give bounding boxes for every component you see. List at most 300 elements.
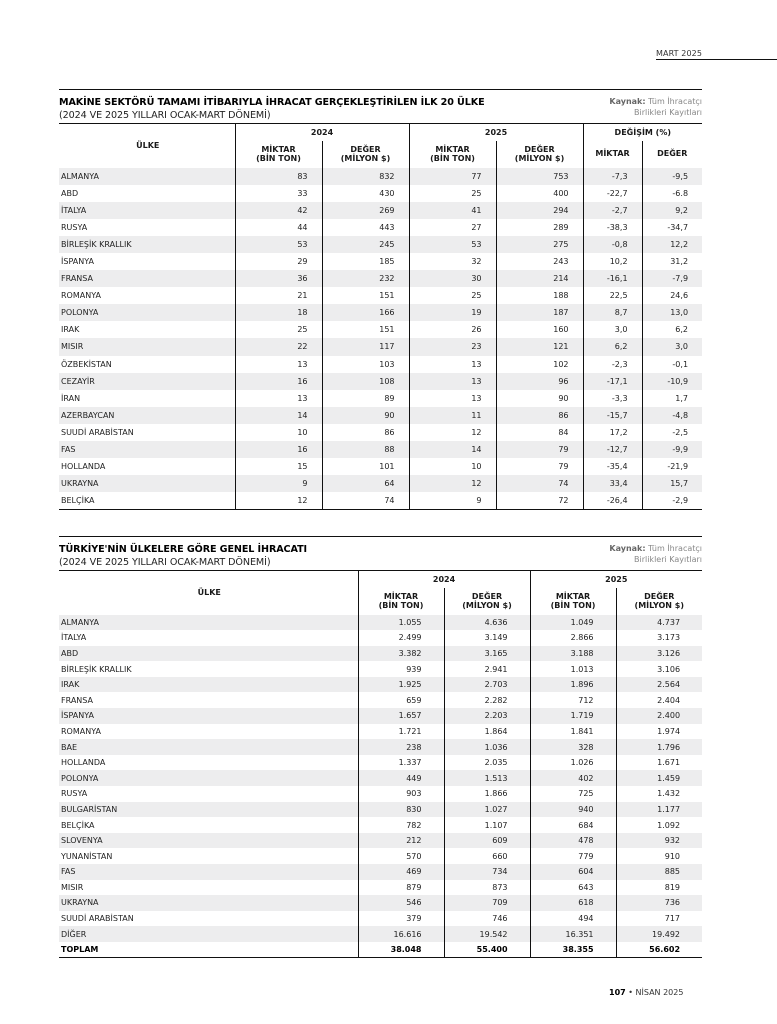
value-cell: 1.864 [444, 724, 530, 740]
value-cell: 660 [444, 848, 530, 864]
value-cell: -22,7 [583, 185, 642, 202]
value-cell: -6.8 [642, 185, 702, 202]
table-row [59, 338, 702, 355]
running-head [656, 49, 777, 60]
total-value: 55.400 [444, 942, 530, 958]
value-cell: 243 [496, 253, 583, 270]
value-cell: 102 [496, 356, 583, 373]
table-row [59, 321, 702, 338]
value-cell: 830 [358, 802, 444, 818]
value-cell: 83 [235, 168, 322, 185]
value-cell: 604 [530, 864, 616, 880]
value-cell: 725 [530, 786, 616, 802]
value-cell: 1.841 [530, 724, 616, 740]
value-cell: -12,7 [583, 441, 642, 458]
country-cell: ALMANYA [59, 168, 235, 185]
value-cell: 10,2 [583, 253, 642, 270]
value-cell: 17,2 [583, 424, 642, 441]
section-title: TÜRKİYE'NİN ÜLKELERE GÖRE GENEL İHRACATI [59, 544, 307, 555]
value-cell: 1.719 [530, 708, 616, 724]
value-cell: 16.351 [530, 926, 616, 942]
value-cell: 19.492 [616, 926, 702, 942]
value-cell: 3.149 [444, 630, 530, 646]
country-cell: İSPANYA [59, 708, 358, 724]
country-cell: IRAK [61, 325, 80, 335]
country-cell: UKRAYNA [59, 895, 358, 911]
value-cell: 24,6 [642, 287, 702, 304]
running-head-date: MART 2025 [656, 49, 703, 58]
value-cell: 79 [496, 441, 583, 458]
general-exports-body [59, 615, 702, 958]
table-row [59, 724, 702, 740]
table-row [59, 356, 702, 373]
value-cell: 86 [496, 407, 583, 424]
table-row [59, 833, 702, 849]
table-row [59, 202, 702, 219]
table-row [59, 770, 702, 786]
value-cell: 4.636 [444, 615, 530, 631]
value-cell: 879 [358, 880, 444, 896]
value-cell: 4.737 [616, 615, 702, 631]
value-cell: -26,4 [583, 492, 642, 509]
country-cell: İTALYA [61, 633, 87, 643]
table-row [59, 441, 702, 458]
value-cell: 44 [235, 219, 322, 236]
country-cell: İTALYA [59, 202, 235, 219]
country-cell: FRANSA [59, 270, 235, 287]
table-row [59, 848, 702, 864]
country-cell: MISIR [61, 882, 84, 892]
value-cell: 1.866 [444, 786, 530, 802]
value-cell: 570 [358, 848, 444, 864]
value-cell: 101 [322, 458, 409, 475]
table-row [59, 817, 702, 833]
header-2025-quantity: MİKTAR (BİN TON) [409, 141, 496, 168]
header-2024-value: DEĞER (MİLYON $) [322, 141, 409, 168]
value-cell: 238 [358, 739, 444, 755]
value-cell: 90 [322, 407, 409, 424]
value-cell: 903 [358, 786, 444, 802]
value-cell: -9,9 [642, 441, 702, 458]
value-cell: 10 [409, 458, 496, 475]
table-row [59, 475, 702, 492]
value-cell: 1.796 [616, 739, 702, 755]
value-cell: 74 [496, 475, 583, 492]
table-row [59, 168, 702, 185]
table-row [59, 739, 702, 755]
country-cell: DİĞER [59, 926, 358, 942]
table-row [59, 661, 702, 677]
value-cell: 41 [409, 202, 496, 219]
value-cell: 9 [409, 492, 496, 509]
value-cell: 121 [496, 338, 583, 355]
header-2025-value: DEĞER (MİLYON $) [496, 141, 583, 168]
value-cell: 117 [322, 338, 409, 355]
header-year-2025: 2025 [530, 571, 702, 588]
country-cell: ALMANYA [59, 615, 358, 631]
table-row [59, 185, 702, 202]
value-cell: 21 [235, 287, 322, 304]
value-cell: -34,7 [642, 219, 702, 236]
value-cell: 885 [616, 864, 702, 880]
value-cell: 402 [530, 770, 616, 786]
general-exports-table [59, 570, 702, 958]
value-cell: 1.337 [358, 755, 444, 771]
value-cell: 15 [235, 458, 322, 475]
page-folio [609, 988, 683, 997]
value-cell: 2.404 [616, 692, 702, 708]
value-cell: 187 [496, 304, 583, 321]
value-cell: 19 [409, 304, 496, 321]
value-cell: 74 [322, 492, 409, 509]
machinery-exports-table [59, 123, 702, 510]
table-row [59, 287, 702, 304]
value-cell: 275 [496, 236, 583, 253]
value-cell: 1.027 [444, 802, 530, 818]
value-cell: 3.106 [616, 661, 702, 677]
value-cell: 449 [358, 770, 444, 786]
country-cell: UKRAYNA [59, 475, 235, 492]
table-row [59, 253, 702, 270]
value-cell: 2.564 [616, 677, 702, 693]
value-cell: 33,4 [583, 475, 642, 492]
issue-date: NİSAN 2025 [635, 988, 684, 997]
value-cell: 736 [616, 895, 702, 911]
value-cell: 89 [322, 390, 409, 407]
value-cell: 96 [496, 373, 583, 390]
table-row [59, 677, 702, 693]
value-cell: 36 [235, 270, 322, 287]
value-cell: 269 [322, 202, 409, 219]
country-cell: CEZAYİR [59, 373, 235, 390]
value-cell: 64 [322, 475, 409, 492]
value-cell: 18 [235, 304, 322, 321]
value-cell: 1.459 [616, 770, 702, 786]
source-note [609, 96, 702, 118]
header-change: DEĞİŞİM (%) [583, 124, 702, 141]
value-cell: 3.126 [616, 646, 702, 662]
value-cell: 25 [409, 185, 496, 202]
value-cell: 13 [409, 356, 496, 373]
value-cell: 6,2 [583, 338, 642, 355]
value-cell: -9,5 [642, 168, 702, 185]
value-cell: 13 [235, 356, 322, 373]
value-cell: 14 [409, 441, 496, 458]
value-cell: 618 [530, 895, 616, 911]
value-cell: 25 [409, 287, 496, 304]
header-2024-quantity: MİKTAR (BİN TON) [358, 588, 444, 615]
country-cell: RUSYA [61, 789, 88, 799]
value-cell: 15,7 [642, 475, 702, 492]
value-cell: 22 [235, 338, 322, 355]
value-cell: 709 [444, 895, 530, 911]
country-cell: BELÇİKA [61, 820, 95, 830]
value-cell: 2.203 [444, 708, 530, 724]
value-cell: 214 [496, 270, 583, 287]
table-row [59, 911, 702, 927]
total-label: TOPLAM [59, 942, 358, 958]
total-value: 38.355 [530, 942, 616, 958]
source-line-2: Birlikleri Kayıtları [633, 555, 702, 564]
value-cell: 2.499 [358, 630, 444, 646]
value-cell: 1.432 [616, 786, 702, 802]
value-cell: -0,1 [642, 356, 702, 373]
value-cell: 2.400 [616, 708, 702, 724]
table-row [59, 615, 702, 631]
value-cell: 29 [235, 253, 322, 270]
value-cell: 1.513 [444, 770, 530, 786]
value-cell: 443 [322, 219, 409, 236]
value-cell: 1.974 [616, 724, 702, 740]
value-cell: 27 [409, 219, 496, 236]
value-cell: 13 [409, 390, 496, 407]
country-cell: BİRLEŞİK KRALLIK [59, 236, 235, 253]
value-cell: 77 [409, 168, 496, 185]
value-cell: 12 [235, 492, 322, 509]
value-cell: -35,4 [583, 458, 642, 475]
value-cell: 478 [530, 833, 616, 849]
value-cell: 6,2 [642, 321, 702, 338]
value-cell: 103 [322, 356, 409, 373]
table-row [59, 802, 702, 818]
value-cell: 294 [496, 202, 583, 219]
value-cell: 33 [235, 185, 322, 202]
value-cell: -16,1 [583, 270, 642, 287]
header-2025-quantity: MİKTAR (BİN TON) [530, 588, 616, 615]
country-cell: IRAK [59, 677, 358, 693]
table-row [59, 458, 702, 475]
total-value: 38.048 [358, 942, 444, 958]
header-year-2024: 2024 [235, 124, 409, 141]
table-row [59, 926, 702, 942]
country-cell: POLONYA [59, 304, 235, 321]
source-label: Kaynak: [609, 97, 646, 106]
general-exports-section [59, 536, 702, 958]
value-cell: -2,5 [642, 424, 702, 441]
value-cell: 940 [530, 802, 616, 818]
value-cell: -38,3 [583, 219, 642, 236]
value-cell: 151 [322, 287, 409, 304]
country-cell: YUNANİSTAN [61, 851, 113, 861]
value-cell: -3,3 [583, 390, 642, 407]
source-label: Kaynak: [609, 544, 646, 553]
value-cell: 1.671 [616, 755, 702, 771]
value-cell: 2.035 [444, 755, 530, 771]
value-cell: 1.049 [530, 615, 616, 631]
value-cell: 3.173 [616, 630, 702, 646]
country-cell: BAE [59, 739, 358, 755]
table-row [59, 755, 702, 771]
section-subtitle: (2024 VE 2025 YILLARI OCAK-MART DÖNEMİ) [59, 557, 271, 568]
value-cell: 746 [444, 911, 530, 927]
value-cell: 2.282 [444, 692, 530, 708]
country-cell: RUSYA [61, 222, 88, 232]
source-line-1: Tüm İhracatçı [648, 544, 702, 553]
country-cell: POLONYA [59, 770, 358, 786]
value-cell: 84 [496, 424, 583, 441]
machinery-exports-body [59, 168, 702, 510]
table-row [59, 219, 702, 236]
header-2024-value: DEĞER (MİLYON $) [444, 588, 530, 615]
value-cell: 245 [322, 236, 409, 253]
value-cell: 8,7 [583, 304, 642, 321]
value-cell: 1.657 [358, 708, 444, 724]
value-cell: 910 [616, 848, 702, 864]
value-cell: 2.866 [530, 630, 616, 646]
country-cell: İRAN [61, 393, 81, 403]
value-cell: 14 [235, 407, 322, 424]
header-year-2024: 2024 [358, 571, 530, 588]
value-cell: 188 [496, 287, 583, 304]
value-cell: 1,7 [642, 390, 702, 407]
value-cell: 13 [409, 373, 496, 390]
section-header [59, 90, 702, 123]
value-cell: 1.107 [444, 817, 530, 833]
value-cell: 1.896 [530, 677, 616, 693]
value-cell: 819 [616, 880, 702, 896]
value-cell: 212 [358, 833, 444, 849]
value-cell: 19.542 [444, 926, 530, 942]
header-country: ÜLKE [136, 141, 160, 151]
value-cell: 2.703 [444, 677, 530, 693]
value-cell: 42 [235, 202, 322, 219]
value-cell: 1.092 [616, 817, 702, 833]
value-cell: 932 [616, 833, 702, 849]
value-cell: 609 [444, 833, 530, 849]
country-cell: ROMANYA [61, 726, 101, 736]
value-cell: 16.616 [358, 926, 444, 942]
country-cell: ABD [59, 646, 358, 662]
header-2024-quantity: MİKTAR (BİN TON) [235, 141, 322, 168]
value-cell: 151 [322, 321, 409, 338]
source-note [609, 543, 702, 565]
value-cell: 328 [530, 739, 616, 755]
table-row [59, 630, 702, 646]
value-cell: -4,8 [642, 407, 702, 424]
section-subtitle: (2024 VE 2025 YILLARI OCAK-MART DÖNEMİ) [59, 110, 271, 121]
value-cell: -2,3 [583, 356, 642, 373]
value-cell: 1.925 [358, 677, 444, 693]
value-cell: -0,8 [583, 236, 642, 253]
section-title: MAKİNE SEKTÖRÜ TAMAMI İTİBARIYLA İHRACAT GERÇEKLEŞTİRİLEN İLK 20 ÜLKE [59, 97, 485, 108]
country-cell: FAS [59, 441, 235, 458]
country-cell: BELÇİKA [61, 496, 95, 506]
value-cell: 53 [235, 236, 322, 253]
value-cell: -21,9 [642, 458, 702, 475]
table-row [59, 270, 702, 287]
value-cell: 3.188 [530, 646, 616, 662]
value-cell: 26 [409, 321, 496, 338]
value-cell: 684 [530, 817, 616, 833]
value-cell: 23 [409, 338, 496, 355]
value-cell: 13,0 [642, 304, 702, 321]
value-cell: 13 [235, 390, 322, 407]
value-cell: 379 [358, 911, 444, 927]
value-cell: 31,2 [642, 253, 702, 270]
value-cell: 12,2 [642, 236, 702, 253]
value-cell: 3,0 [642, 338, 702, 355]
page-number: 107 [609, 988, 626, 997]
value-cell: 1.026 [530, 755, 616, 771]
table-row [59, 236, 702, 253]
value-cell: 734 [444, 864, 530, 880]
value-cell: 717 [616, 911, 702, 927]
value-cell: 166 [322, 304, 409, 321]
value-cell: 2.941 [444, 661, 530, 677]
value-cell: 16 [235, 373, 322, 390]
country-cell: SLOVENYA [59, 833, 358, 849]
total-value: 56.602 [616, 942, 702, 958]
value-cell: 3.382 [358, 646, 444, 662]
table-row [59, 708, 702, 724]
value-cell: 108 [322, 373, 409, 390]
value-cell: 12 [409, 424, 496, 441]
country-cell: ÖZBEKİSTAN [61, 359, 112, 369]
value-cell: 1.055 [358, 615, 444, 631]
value-cell: 469 [358, 864, 444, 880]
value-cell: 30 [409, 270, 496, 287]
value-cell: 72 [496, 492, 583, 509]
value-cell: 10 [235, 424, 322, 441]
value-cell: 25 [235, 321, 322, 338]
value-cell: 1.036 [444, 739, 530, 755]
country-cell: HOLLANDA [61, 758, 106, 768]
value-cell: 873 [444, 880, 530, 896]
value-cell: 1.013 [530, 661, 616, 677]
table-row [59, 786, 702, 802]
value-cell: -15,7 [583, 407, 642, 424]
value-cell: 12 [409, 475, 496, 492]
table-row [59, 646, 702, 662]
value-cell: -2,9 [642, 492, 702, 509]
value-cell: 79 [496, 458, 583, 475]
value-cell: 712 [530, 692, 616, 708]
value-cell: 779 [530, 848, 616, 864]
value-cell: 430 [322, 185, 409, 202]
value-cell: 232 [322, 270, 409, 287]
value-cell: -2,7 [583, 202, 642, 219]
value-cell: -7,9 [642, 270, 702, 287]
value-cell: 53 [409, 236, 496, 253]
header-country: ÜLKE [197, 588, 221, 598]
country-cell: BİRLEŞİK KRALLIK [61, 664, 132, 674]
value-cell: 16 [235, 441, 322, 458]
country-cell: HOLLANDA [61, 462, 106, 472]
value-cell: 1.177 [616, 802, 702, 818]
value-cell: 289 [496, 219, 583, 236]
country-cell: BULGARİSTAN [59, 802, 358, 818]
value-cell: 185 [322, 253, 409, 270]
country-cell: SUUDİ ARABİSTAN [61, 914, 134, 924]
value-cell: 832 [322, 168, 409, 185]
value-cell: 659 [358, 692, 444, 708]
value-cell: 3,0 [583, 321, 642, 338]
source-line-1: Tüm İhracatçı [648, 97, 702, 106]
country-cell: AZERBAYCAN [59, 407, 235, 424]
value-cell: 11 [409, 407, 496, 424]
table-row [59, 407, 702, 424]
header-change-quantity: MİKTAR [583, 141, 642, 168]
table-row [59, 880, 702, 896]
value-cell: 88 [322, 441, 409, 458]
table-row [59, 390, 702, 407]
table-row [59, 864, 702, 880]
folio-separator: • [628, 988, 633, 997]
table-row [59, 492, 702, 509]
table-row [59, 304, 702, 321]
country-cell: FRANSA [61, 695, 93, 705]
table-row [59, 424, 702, 441]
